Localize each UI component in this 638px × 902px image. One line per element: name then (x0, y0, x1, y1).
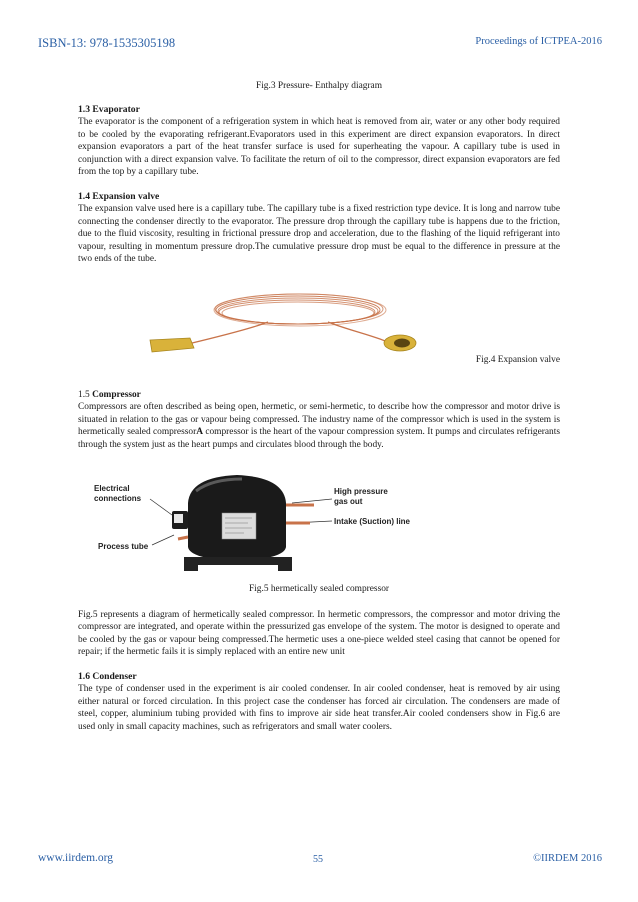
label-process-tube: Process tube (98, 542, 149, 551)
header-isbn: ISBN-13: 978-1535305198 (38, 36, 176, 50)
footer-copyright: ©IIRDEM 2016 (533, 853, 602, 864)
compressor-heading-line (78, 389, 560, 402)
capillary-tube-image (148, 282, 418, 362)
evaporator-heading: 1.3 Evaporator (78, 103, 140, 115)
footer-page-number: 55 (313, 854, 323, 865)
label-intake: Intake (Suction) line (334, 517, 411, 526)
compressor-text-a: Compressors are often described as being open, hermetic, or semi-hermetic, to describe how the compressor and motor drive is situated in relation to the gas or vapour being compressed. The industry name of the compressor which is used in the system is hermetically sealed compressor (78, 402, 560, 437)
condenser-heading: 1.6 Condenser (78, 670, 137, 682)
fig3-caption: Fig.3 Pressure- Enthalpy diagram (255, 81, 383, 91)
page-content (78, 80, 560, 733)
evaporator-text: The evaporator is the component of a refrigeration system in which heat is removed from air, water or any other body required to be cooled by the evaporating refrigerant.Evaporators used in this experiment are direct expansion evaporators. In direct expansion evaporators a part of the heat transfer surface is used for superheating the vapour. A capillary tube is used in conjunction with a direct expansion valve. To facilitate the return of oil to the compressor, direct expansion evaporators are fed from the top by a capillary tube. (78, 117, 560, 177)
fig4-caption: Fig.4 Expansion valve (475, 355, 560, 365)
label-high-pressure-2: gas out (334, 497, 363, 506)
fig5-caption: Fig.5 hermetically sealed compressor (248, 584, 390, 594)
expansion-valve-heading: 1.4 Expansion valve (78, 190, 160, 202)
footer-website[interactable]: www.iirdem.org (38, 852, 114, 864)
label-high-pressure-1: High pressure (334, 487, 388, 496)
compressor-diagram (92, 473, 452, 573)
compressor-heading: Compressor (92, 389, 141, 400)
compressor-number: 1.5 (78, 389, 93, 400)
label-electrical-1: Electrical (94, 484, 130, 493)
fig4-figure (78, 282, 560, 367)
fig5-description: Fig.5 represents a diagram of hermetically sealed compressor. In hermetic compressors, the compressor and motor driving the compressor are integrated, and operate within the pressurized gas envelope of the system. The motor is designed to operate and be cooled by the gas or vapour being compressed.The hermetic uses a one-piece welded steel casing that cannot be opened for repair; if the hermetic fails it is simply replaced with an entire new unit (78, 609, 560, 657)
fig5-figure (78, 473, 560, 579)
expansion-valve-text: The expansion valve used here is a capillary tube. The capillary tube is a fixed restriction type device. It is long and narrow tube connecting the condenser directly to the evaporator. The pressure drop through the capillary tube is happens due to the friction, due to the fluid viscosity, resulting in frictional pressure drop and acceleration, due to the flashing of the liquid refrigerant into vapour, resulting in momentum pressure drop.The cumulative pressure drop must be equal to the difference in pressure at the two ends of the tube. (78, 204, 560, 264)
label-electrical-2: connections (94, 494, 142, 503)
condenser-text: The type of condenser used in the experiment is air cooled condenser. In air cooled condenser, heat is removed by air using either natural or forced circulation. In this project case the condenser has forced air circulation. The condensers are made of steel, copper, aluminium tubing provided with fins to improve air side heat transfer.Air cooled condensers show in Fig.6 are used only in small capacity machines, such as refrigerators and small water coolers. (78, 684, 560, 732)
header-proceedings: Proceedings of ICTPEA-2016 (475, 36, 602, 47)
compressor-text-b: A (196, 427, 203, 437)
compressor-text-c: compressor is the heart of the vapour compression system. It pumps and circulates refrigerants through the system just as the heart pumps and circulates blood through the body. (78, 427, 560, 450)
compressor-text (78, 401, 560, 451)
